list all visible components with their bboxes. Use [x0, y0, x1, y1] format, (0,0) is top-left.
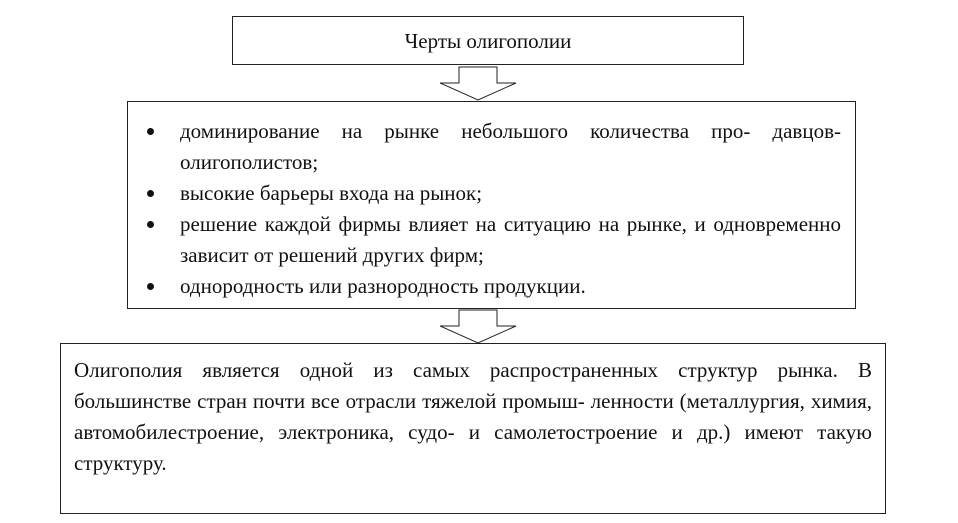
title-box	[232, 16, 744, 65]
feature-item	[128, 271, 855, 302]
features-list	[128, 116, 855, 302]
feature-text: доминирование на рынке небольшого количества про- давцов-олигополистов;	[180, 119, 841, 174]
feature-item	[128, 116, 855, 178]
diagram-title: Черты олигополии	[404, 29, 572, 53]
conclusion-text: Олигополия является одной из самых распространенных структур рынка. В большинстве стран почти все отрасли тяжелой промыш- ленности (металлургия, химия, автомобилестроение, электроника, судо- и самолетостроение и др.) имеют такую структуру.	[74, 358, 872, 475]
feature-text: высокие барьеры входа на рынок;	[180, 181, 483, 205]
feature-item	[128, 178, 855, 209]
down-arrow-icon	[440, 309, 520, 345]
feature-text: решение каждой фирмы влияет на ситуацию на рынке, и одновременно зависит от решений других фирм;	[180, 212, 841, 267]
conclusion-box	[60, 343, 886, 514]
bullet-icon	[147, 128, 154, 135]
bullet-icon	[147, 221, 154, 228]
down-arrow-icon	[440, 66, 520, 102]
feature-text: однородность или разнородность продукции.	[180, 274, 586, 298]
bullet-icon	[147, 190, 154, 197]
feature-item	[128, 209, 855, 271]
bullet-icon	[147, 283, 154, 290]
features-box	[127, 101, 856, 309]
